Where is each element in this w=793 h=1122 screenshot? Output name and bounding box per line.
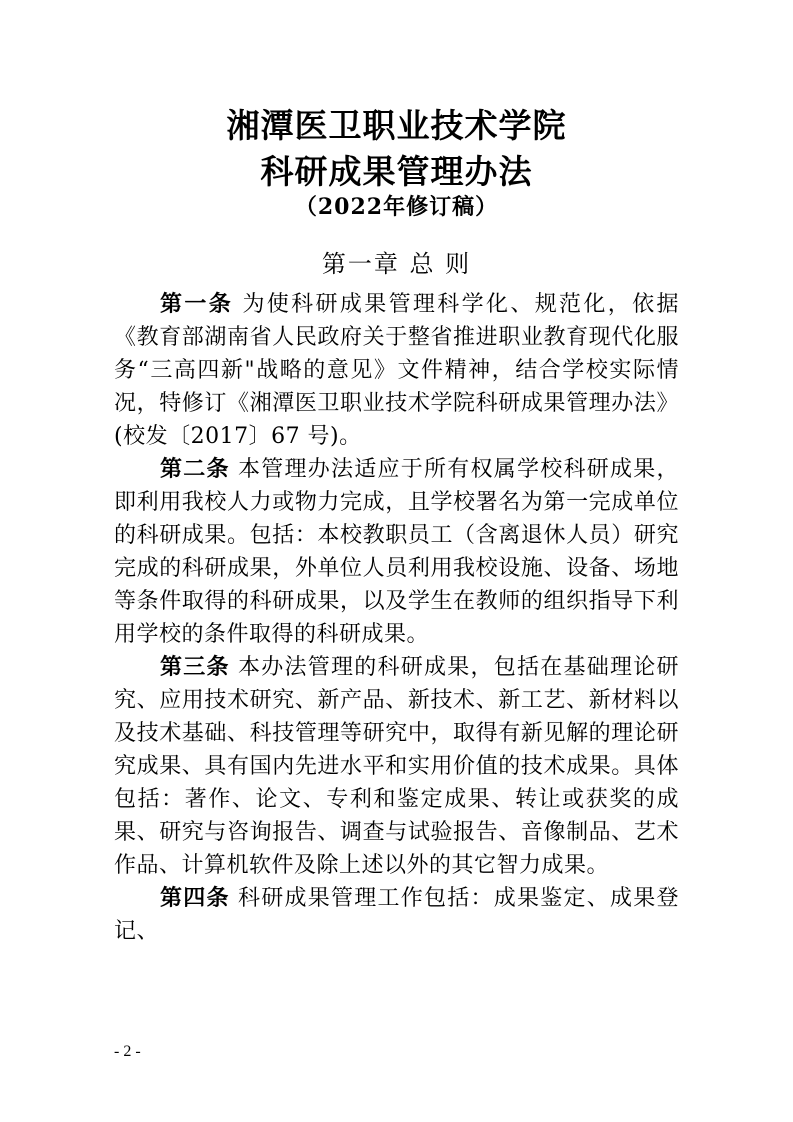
page-number: - 2 - [114,1043,141,1060]
article-4 [114,882,679,948]
article-2-text: 本管理办法适应于所有权属学校科研成果，即利用我校人力或物力完成，且学校署名为第一完成单位的科研成果。包括：本校教职员工（含离退休人员）研究完成的科研成果，外单位人员利用我校设施、设备、场地等条件取得的科研成果，以及学生在教师的组织指导下利用学校的条件取得的科研成果。 [114,457,679,647]
article-1-lead: 第一条 [160,292,234,317]
document-subtitle: （2022年修订稿） [294,194,499,220]
article-3-text: 本办法管理的科研成果，包括在基础理论研究、应用技术研究、新产品、新技术、新工艺、新材料以及技术基础、科技管理等研究中，取得有新见解的理论研究成果、具有国内先进水平和实用价值的技术成果。具体包括：著作、论文、专利和鉴定成果、转让或获奖的成果、研究与咨询报告、调查与试验报告、音像制品、艺术作品、计算机软件及除上述以外的其它智力成果。 [114,655,679,878]
article-2-lead: 第二条 [160,457,230,482]
article-4-text: 科研成果管理工作包括：成果鉴定、成果登记、 [114,886,679,944]
article-3 [114,651,679,882]
document-body [114,288,679,948]
article-2 [114,453,679,651]
article-4-lead: 第四条 [160,886,230,911]
article-1-text: 为使科研成果管理科学化、规范化，依据《教育部湖南省人民政府关于整省推进职业教育现代化服务“三高四新"战略的意见》文件精神，结合学校实际情况，特修订《湘潭医卫职业技术学院科研成果管理办法》(校发〔2017〕67 号)。 [114,292,679,449]
article-1 [114,288,679,453]
article-3-lead: 第三条 [160,655,230,680]
chapter-heading: 第一章 总 则 [321,250,472,278]
document-title-line-1: 湘潭医卫职业技术学院 [226,106,567,145]
document-title-line-2: 科研成果管理办法 [260,152,533,191]
